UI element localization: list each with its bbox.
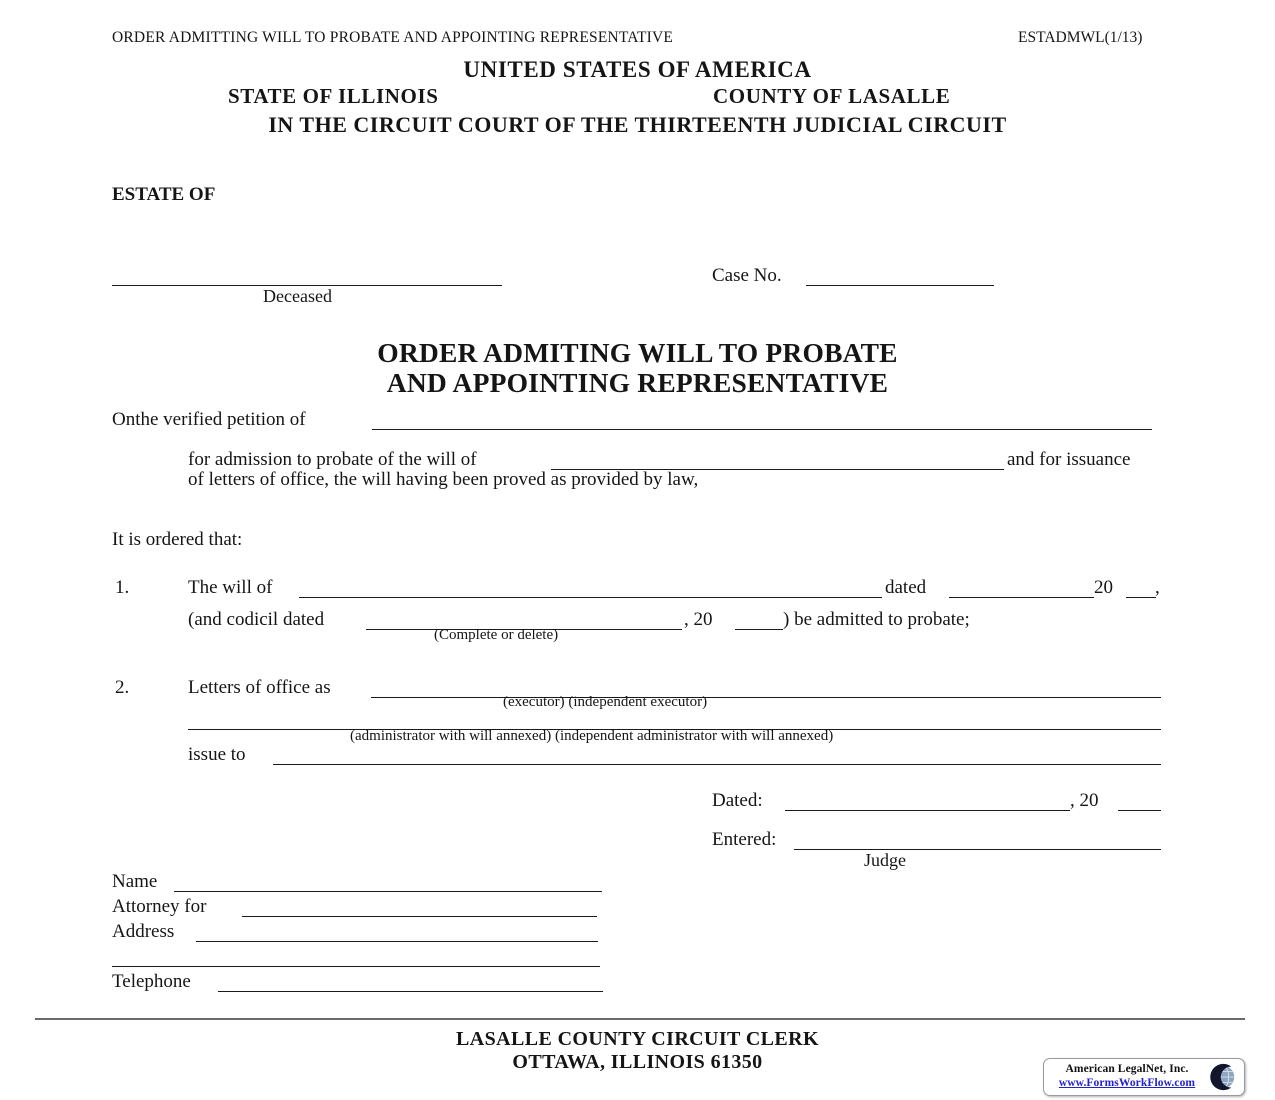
item-1-will-date-field[interactable] bbox=[949, 597, 1094, 598]
and-for-issuance-text: and for issuance bbox=[1007, 449, 1131, 470]
footer-divider bbox=[35, 1018, 1245, 1020]
petitioner-name-field[interactable] bbox=[372, 429, 1152, 430]
attorney-telephone-label: Telephone bbox=[112, 971, 191, 992]
caption-court: IN THE CIRCUIT COURT OF THE THIRTEENTH JUDICIAL CIRCUIT bbox=[268, 112, 1007, 137]
estate-of-label: ESTATE OF bbox=[112, 184, 216, 205]
dated-field[interactable] bbox=[785, 810, 1070, 811]
executor-options-label: (executor) (independent executor) bbox=[503, 694, 708, 710]
item-1-year-prefix: 20 bbox=[1094, 577, 1113, 598]
for-admission-text: for admission to probate of the will of bbox=[188, 449, 477, 470]
item-2-capacity-field[interactable] bbox=[371, 697, 1161, 698]
item-1-the-will-of-text: The will of bbox=[188, 577, 273, 598]
item-1-number: 1. bbox=[115, 577, 130, 598]
dated-label: Dated: bbox=[712, 790, 763, 811]
case-no-field[interactable] bbox=[806, 285, 994, 286]
complete-or-delete-label: (Complete or delete) bbox=[434, 627, 559, 643]
item-1-year-field[interactable] bbox=[1126, 597, 1156, 598]
badge-text-group bbox=[1051, 1062, 1203, 1090]
badge-company-name: American LegalNet, Inc. bbox=[1065, 1063, 1189, 1075]
on-the-petition-text: Onthe verified petition of bbox=[112, 409, 306, 430]
deceased-label: Deceased bbox=[263, 286, 332, 306]
item-2-issue-to-text: issue to bbox=[188, 744, 246, 765]
case-no-label: Case No. bbox=[712, 265, 782, 286]
attorney-for-label: Attorney for bbox=[112, 896, 207, 917]
item-1-will-name-field[interactable] bbox=[299, 597, 882, 598]
item-1-trailing-comma: , bbox=[1155, 577, 1160, 598]
entered-label: Entered: bbox=[712, 829, 777, 850]
globe-logo-icon bbox=[1208, 1062, 1238, 1092]
judge-signature-field[interactable] bbox=[794, 849, 1161, 850]
page-title-line2: AND APPOINTING REPRESENTATIVE bbox=[386, 367, 889, 398]
page-title bbox=[0, 338, 1275, 398]
footer-clerk-name: LASALLE COUNTY CIRCUIT CLERK bbox=[456, 1028, 819, 1050]
badge-website-link[interactable]: www.FormsWorkFlow.com bbox=[1058, 1077, 1196, 1089]
item-2-letters-of-office-text: Letters of office as bbox=[188, 677, 331, 698]
item-1-codicil-year-prefix: , 20 bbox=[684, 609, 713, 630]
dated-year-field[interactable] bbox=[1118, 810, 1161, 811]
administrator-options-label: (administrator with will annexed) (independent administrator with will annexed) bbox=[350, 728, 834, 744]
dated-year-prefix: , 20 bbox=[1070, 790, 1099, 811]
attorney-address-label: Address bbox=[112, 921, 175, 942]
page-title-line1: ORDER ADMITING WILL TO PROBATE bbox=[377, 337, 898, 368]
item-1-codicil-text: (and codicil dated bbox=[188, 609, 325, 630]
attorney-address-field-line2[interactable] bbox=[112, 966, 600, 967]
form-header-title: ORDER ADMITTING WILL TO PROBATE AND APPOINTING REPRESENTATIVE bbox=[112, 29, 674, 46]
attorney-for-field[interactable] bbox=[242, 916, 597, 917]
court-caption bbox=[0, 56, 1275, 139]
attorney-name-field[interactable] bbox=[174, 891, 602, 892]
attorney-telephone-field[interactable] bbox=[218, 991, 603, 992]
caption-country: UNITED STATES OF AMERICA bbox=[463, 57, 812, 82]
item-2-number: 2. bbox=[115, 677, 130, 698]
judge-label: Judge bbox=[864, 850, 906, 870]
item-2-issue-to-field[interactable] bbox=[273, 764, 1161, 765]
footer-clerk-address: OTTAWA, ILLINOIS 61350 bbox=[512, 1051, 763, 1073]
attorney-name-label: Name bbox=[112, 871, 158, 892]
item-1-codicil-year-field[interactable] bbox=[735, 629, 783, 630]
caption-state-county-row bbox=[0, 83, 1275, 110]
item-1-dated-label: dated bbox=[885, 577, 927, 598]
american-legalnet-badge[interactable] bbox=[1043, 1058, 1245, 1096]
attorney-address-field[interactable] bbox=[196, 941, 598, 942]
item-1-be-admitted-text: ) be admitted to probate; bbox=[783, 609, 970, 630]
caption-county: COUNTY OF LASALLE bbox=[713, 84, 951, 108]
form-number: ESTADMWL(1/13) bbox=[1018, 29, 1143, 46]
of-letters-text: of letters of office, the will having been proved as provided by law, bbox=[188, 469, 699, 490]
it-is-ordered-text: It is ordered that: bbox=[112, 529, 243, 550]
caption-state: STATE OF ILLINOIS bbox=[228, 84, 439, 108]
